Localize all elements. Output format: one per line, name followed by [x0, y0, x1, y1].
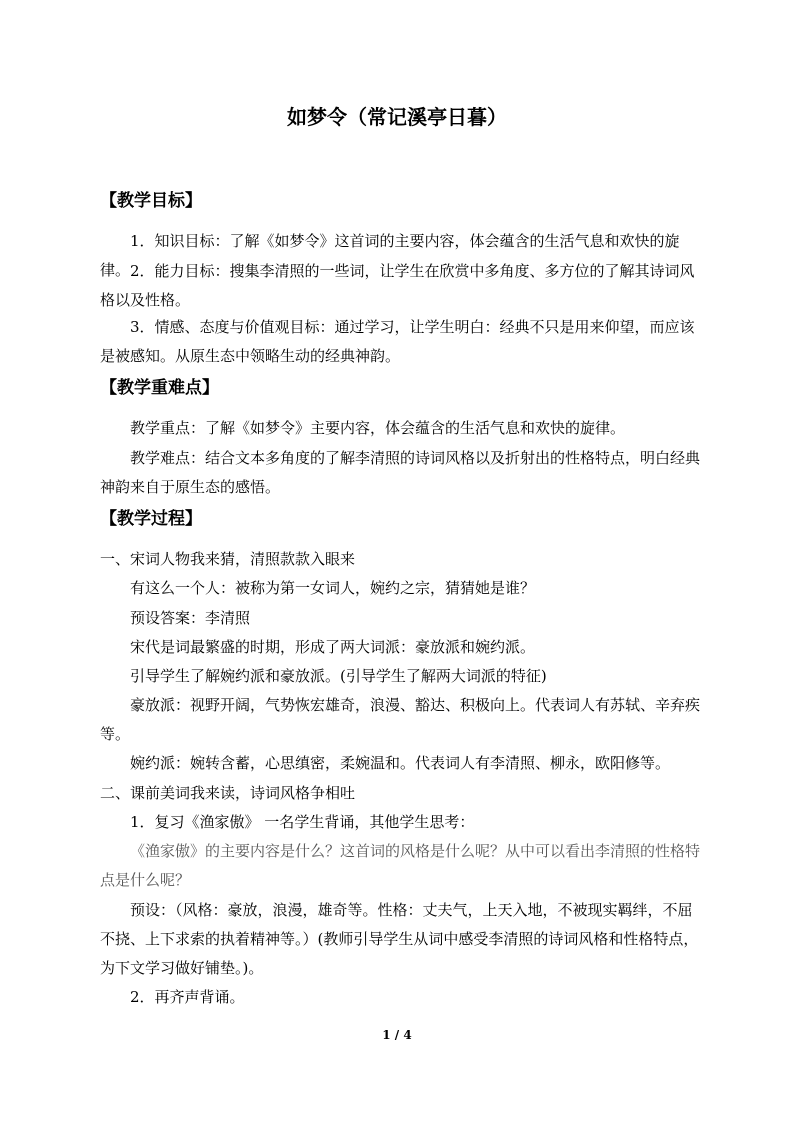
objective-item-1: 1．知识目标：了解《如梦令》这首词的主要内容，体会蕴含的生活气息和欢快的旋律。	[100, 232, 680, 279]
section-heading-process: 【教学过程】	[100, 509, 202, 529]
process-part1-item-2: 预设答案：李清照	[130, 609, 251, 627]
process-part1-item-1: 有这么一个人：被称为第一女词人，婉约之宗，猜猜她是谁？	[130, 579, 536, 597]
process-part2-item-2: 《渔家傲》的主要内容是什么？这首词的风格是什么呢？从中可以看出李清照的性格特点是什么呢？	[100, 842, 701, 889]
process-part1-title: 一、宋词人物我来猜，清照款款入眼来	[100, 550, 356, 568]
section-heading-key-points: 【教学重难点】	[100, 378, 219, 398]
process-part1-item-4: 引导学生了解婉约派和豪放派。(引导学生了解两大词派的特征)	[130, 667, 547, 685]
process-part2-item-3: 预设：（风格：豪放，浪漫，雄奇等。性格：丈夫气，上天入地，不被现实羁绊，不屈不挠、上下求索的执着精神等。）(教师引导学生从词中感受李清照的诗词风格和性格特点，为下文学习做好铺垫。)。	[100, 901, 699, 977]
objective-item-2: 2．能力目标：搜集李清照的一些词，让学生在欣赏中多角度、多方位的了解其诗词风格以及性格。	[100, 262, 695, 309]
objective-item-3: 3．情感、态度与价值观目标：通过学习，让学生明白：经典不只是用来仰望，而应该是被感知。从原生态中领略生动的经典神韵。	[100, 318, 695, 365]
process-part2-title: 二、课前美词我来读，诗词风格争相吐	[100, 784, 356, 802]
key-point-item-1: 教学重点：了解《如梦令》主要内容，体会蕴含的生活气息和欢快的旋律。	[130, 419, 626, 437]
process-part1-item-5: 豪放派：视野开阔，气势恢宏雄奇，浪漫、豁达、积极向上。代表词人有苏轼、辛弃疾等。	[100, 696, 701, 743]
key-point-item-2: 教学难点：结合文本多角度的了解李清照的诗词风格以及折射出的性格特点，明白经典神韵来自于原生态的感悟。	[100, 449, 701, 496]
process-part2-item-1: 1．复习《渔家傲》 一名学生背诵，其他学生思考：	[130, 813, 475, 831]
process-part1-item-6: 婉约派：婉转含蓄，心思缜密，柔婉温和。代表词人有李清照、柳永，欧阳修等。	[130, 754, 671, 772]
section-heading-objectives: 【教学目标】	[100, 191, 202, 211]
process-part1-item-3: 宋代是词最繁盛的时期，形成了两大词派：豪放派和婉约派。	[130, 638, 536, 656]
process-part2-item-4: 2．再齐声背诵。	[130, 988, 245, 1006]
page-number: 1 / 4	[382, 1028, 412, 1042]
document-title: 如梦令（常记溪亭日暮）	[287, 105, 507, 129]
